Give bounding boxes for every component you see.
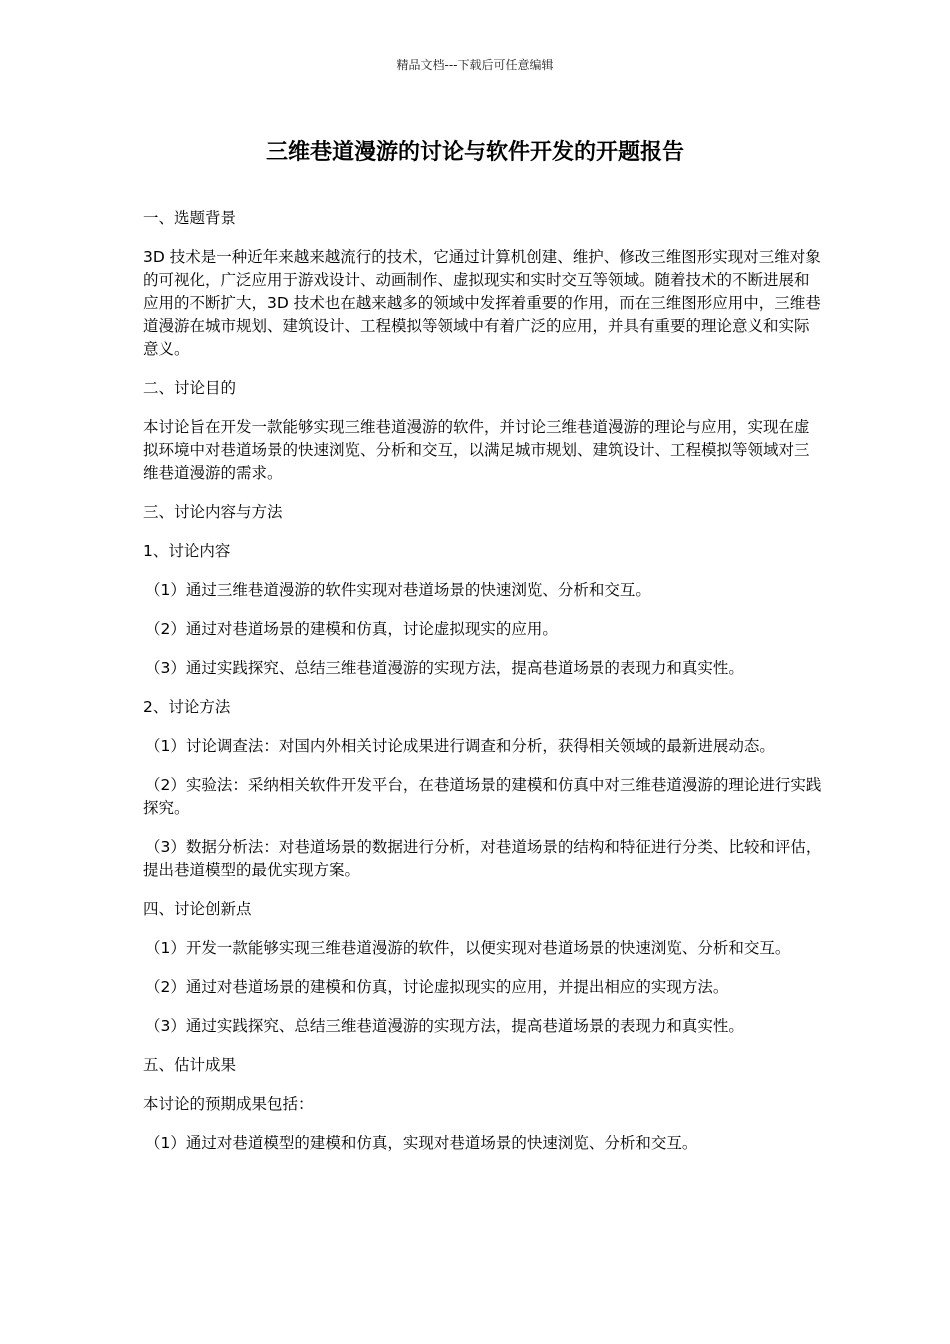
innovation-item-1: （1）开发一款能够实现三维巷道漫游的软件，以便实现对巷道场景的快速浏览、分析和交互。	[145, 939, 791, 957]
method-item-1: （1）讨论调查法：对国内外相关讨论成果进行调查和分析，获得相关领域的最新进展动态。	[145, 737, 775, 755]
section-heading-background: 一、选题背景	[143, 209, 237, 227]
paragraph-purpose: 本讨论旨在开发一款能够实现三维巷道漫游的软件，并讨论三维巷道漫游的理论与应用，实现在虚拟环境中对巷道场景的快速浏览、分析和交互，以满足城市规划、建筑设计、工程模拟等领域对三维巷道漫游的需求。	[143, 418, 810, 482]
document-body	[143, 207, 823, 1171]
subheading-method: 2、讨论方法	[143, 698, 231, 716]
subheading-content: 1、讨论内容	[143, 542, 231, 560]
content-item-1: （1）通过三维巷道漫游的软件实现对巷道场景的快速浏览、分析和交互。	[145, 581, 651, 599]
innovation-item-3: （3）通过实践探究、总结三维巷道漫游的实现方法，提高巷道场景的表现力和真实性。	[145, 1017, 744, 1035]
method-item-2: （2）实验法：采纳相关软件开发平台，在巷道场景的建模和仿真中对三维巷道漫游的理论进行实践探究。	[143, 776, 822, 817]
document-title: 三维巷道漫游的讨论与软件开发的开题报告	[265, 140, 684, 165]
paragraph-background: 3D 技术是一种近年来越来越流行的技术，它通过计算机创建、维护、修改三维图形实现对三维对象的可视化，广泛应用于游戏设计、动画制作、虚拟现实和实时交互等领域。随着技术的不断进展和应用的不断扩大，3D 技术也在越来越多的领域中发挥着重要的作用，而在三维图形应用中，三维巷道漫游在城市规划、建筑设计、工程模拟等领域中有着广泛的应用，并具有重要的理论意义和实际意义。	[143, 248, 821, 358]
method-item-3: （3）数据分析法：对巷道场景的数据进行分析，对巷道场景的结构和特征进行分类、比较和评估，提出巷道模型的最优实现方案。	[143, 838, 822, 879]
paragraph-results-intro: 本讨论的预期成果包括：	[143, 1095, 314, 1113]
section-heading-innovation: 四、讨论创新点	[143, 900, 252, 918]
results-item-1: （1）通过对巷道模型的建模和仿真，实现对巷道场景的快速浏览、分析和交互。	[145, 1134, 698, 1152]
header-note: 精品文档---下载后可任意编辑	[396, 58, 554, 72]
innovation-item-2: （2）通过对巷道场景的建模和仿真，讨论虚拟现实的应用，并提出相应的实现方法。	[145, 978, 729, 996]
content-item-2: （2）通过对巷道场景的建模和仿真，讨论虚拟现实的应用。	[145, 620, 558, 638]
section-heading-purpose: 二、讨论目的	[143, 379, 237, 397]
section-heading-content-method: 三、讨论内容与方法	[143, 503, 283, 521]
section-heading-results: 五、估计成果	[143, 1056, 237, 1074]
content-item-3: （3）通过实践探究、总结三维巷道漫游的实现方法，提高巷道场景的表现力和真实性。	[145, 659, 744, 677]
